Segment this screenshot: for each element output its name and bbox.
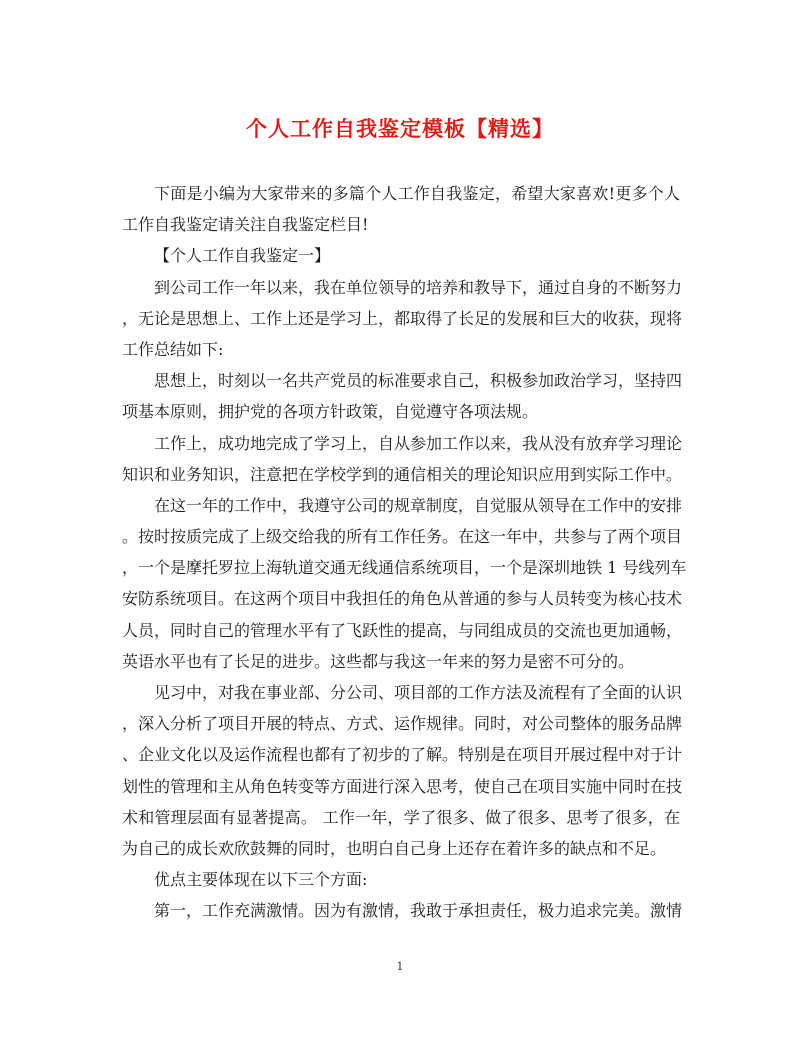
text-line: 在这一年的工作中，我遵守公司的规章制度，自觉服从领导在工作中的安排 — [154, 495, 683, 515]
text-line: 英语水平也有了长足的进步。这些都与我这一年来的努力是密不可分的。 — [122, 651, 635, 671]
text-line: 思想上，时刻以一名共产党员的标准要求自己，积极参加政治学习，坚持四 — [154, 371, 683, 391]
text-line: 术和管理层面有显著提高。 工作一年，学了很多、做了很多、思考了很多，在 — [122, 807, 680, 827]
text-line: 人员，同时自己的管理水平有了飞跃性的提高，与同组成员的交流也更加通畅， — [122, 620, 683, 640]
document-body — [122, 178, 687, 927]
document-title: 个人工作自我鉴定模板【精选】 — [246, 116, 554, 141]
text-line: 下面是小编为大家带来的多篇个人工作自我鉴定，希望大家喜欢!更多个人 — [154, 184, 680, 203]
text-line: 划性的管理和主从角色转变等方面进行深入思考，使自己在项目实施中同时在技 — [122, 776, 683, 796]
text-line: 为自己的成长欢欣鼓舞的同时，也明白自己身上还存在着许多的缺点和不足。 — [122, 838, 667, 858]
text-line: 工作总结如下: — [122, 339, 224, 359]
text-line: 工作上，成功地完成了学习上，自从参加工作以来，我从没有放弃学习理论 — [154, 433, 683, 453]
text-line: 、企业文化以及运作流程也都有了初步的了解。特别是在项目开展过程中对于计 — [122, 745, 683, 765]
text-line: ，深入分析了项目开展的特点、方式、运作规律。同时，对公司整体的服务品牌 — [122, 714, 683, 734]
text-line: 到公司工作一年以来，我在单位领导的培养和教导下，通过自身的不断努力 — [154, 277, 683, 297]
text-line: 安防系统项目。在这两个项目中我担任的角色从普通的参与人员转变为核心技术 — [122, 589, 683, 609]
text-line: 见习中，对我在事业部、分公司、项目部的工作方法及流程有了全面的认识 — [154, 683, 683, 702]
text-line: 知识和业务知识，注意把在学校学到的通信相关的理论知识应用到实际工作中。 — [122, 464, 683, 484]
text-line: 项基本原则，拥护党的各项方针政策，自觉遵守各项法规。 — [122, 402, 539, 422]
text-line: 第一，工作充满激情。因为有激情，我敢于承担责任，极力追求完美。激情 — [154, 901, 683, 921]
text-line: 【个人工作自我鉴定一】 — [154, 246, 331, 266]
page-number: 1 — [396, 960, 404, 973]
text-line: ，无论是思想上、工作上还是学习上，都取得了长足的发展和巨大的收获，现将 — [122, 308, 683, 328]
text-line: 优点主要体现在以下三个方面: — [154, 870, 368, 890]
text-line: 。按时按质完成了上级交给我的所有工作任务。在这一年中，共参与了两个项目 — [122, 527, 683, 547]
text-line: 工作自我鉴定请关注自我鉴定栏目! — [122, 215, 369, 235]
text-line: ，一个是摩托罗拉上海轨道交通无线通信系统项目，一个是深圳地铁 1 号线列车 — [122, 558, 687, 578]
